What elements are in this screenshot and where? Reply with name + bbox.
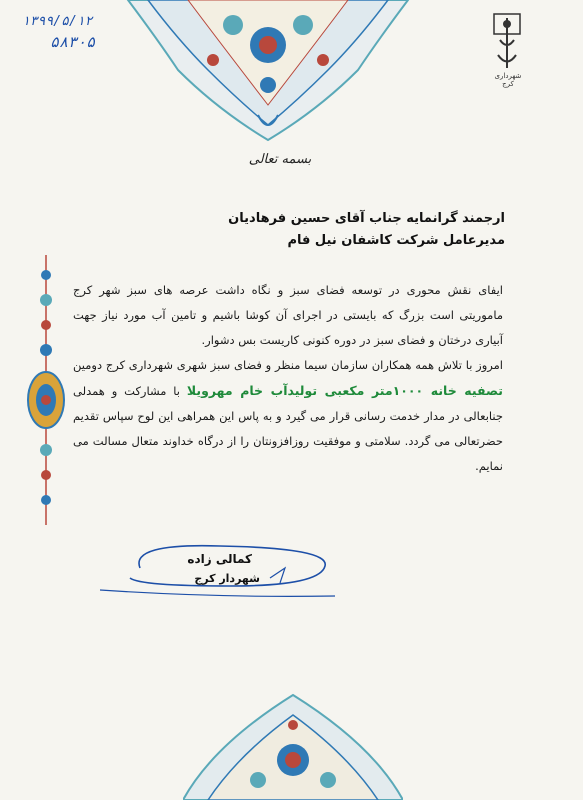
signatory-name: کمالی زاده bbox=[187, 552, 252, 566]
signatory-title: شهردار کرج bbox=[194, 572, 260, 585]
highlighted-project: تصفیه خانه ۱۰۰۰متر مکعبی تولیدآب خام مهرویلا bbox=[186, 383, 504, 398]
handwritten-date: ۱۳۹۹/۵/۱۲ bbox=[22, 14, 93, 29]
paragraph-2-start: امروز با تلاش همه همکاران سازمان سیما منظر و فضای سبز شهری شهرداری کرج دومین bbox=[73, 358, 503, 372]
signature-scribble bbox=[100, 538, 340, 603]
top-floral-ornament bbox=[118, 0, 418, 145]
karaj-municipality-logo bbox=[490, 10, 524, 80]
logo-caption: شهرداری کرج bbox=[494, 72, 522, 88]
recipient-line-2: مدیرعامل شرکت کاشفان نیل فام bbox=[287, 233, 505, 248]
body-paragraph-1: ایفای نقش محوری در توسعه فضای سبز و نگاه داشت عرصه های سبز شهر کرج ماموریتی است بزرگ که بایستی در اجرای آن کوشا باشیم و تامین آب مورد نیاز جهت آبیاری درختان و فضای سبز در دوره کنونی کاریست بس دشوار. bbox=[73, 283, 503, 347]
signature-block bbox=[100, 538, 340, 603]
body-paragraph-2 bbox=[73, 353, 503, 479]
recipient-line-1: ارجمند گرانمایه جناب آقای حسین فرهادیان bbox=[228, 211, 505, 226]
handwritten-number: ۵۸۳۰۵ bbox=[50, 33, 96, 51]
side-floral-ornament bbox=[26, 255, 66, 525]
bottom-floral-ornament bbox=[183, 685, 403, 800]
paragraph-2-end: با مشارکت و همدلی جنابعالی در مدار خدمت رسانی قرار می گیرد و به پاس این همراهی این لوح سپاس تقدیم حضرتعالی می گردد. سلامتی و موفقیت روزافزونتان را از درگاه خداوند متعال مسالت می نمایم. bbox=[73, 384, 503, 473]
invocation: بسمه تعالی bbox=[248, 152, 312, 167]
letter-body bbox=[73, 278, 503, 479]
recipient-block bbox=[228, 208, 505, 252]
